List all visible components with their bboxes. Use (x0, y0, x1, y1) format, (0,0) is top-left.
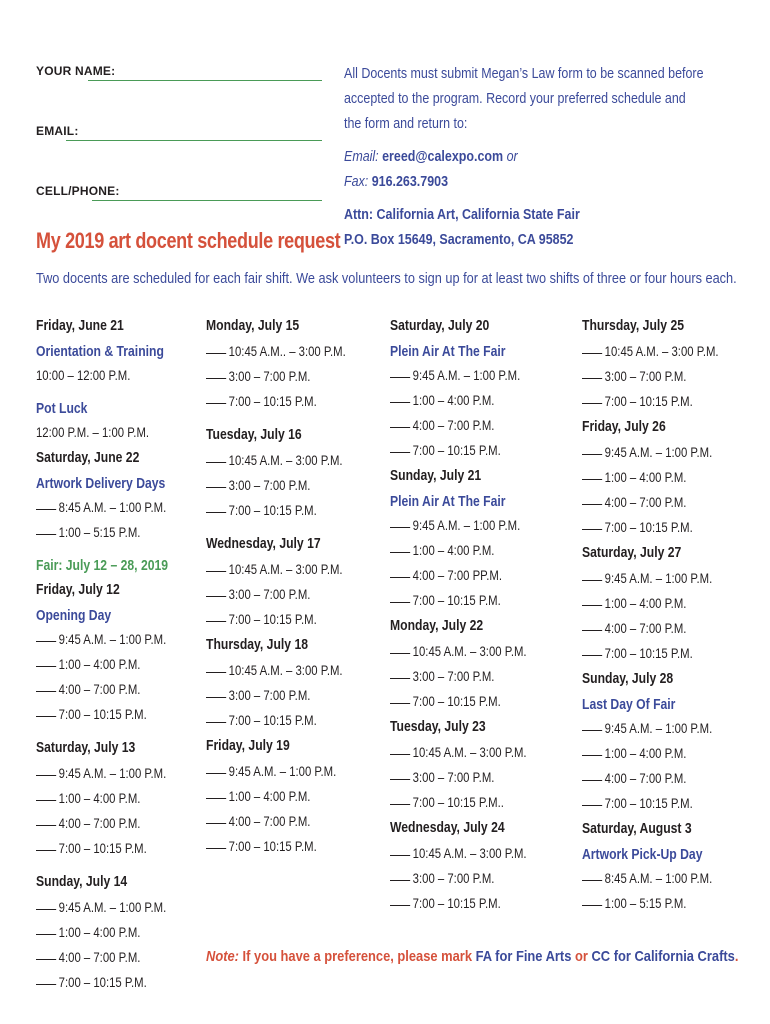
row-text: Saturday, July 20 (390, 318, 490, 334)
shift-checkbox-line[interactable] (36, 800, 56, 801)
note-text: If you have a preference, please mark (242, 948, 473, 965)
shift-slot[interactable] (390, 743, 527, 768)
shift-time: 10:45 A.M. – 3:00 P.M. (228, 562, 343, 577)
shift-checkbox-line[interactable] (206, 848, 226, 849)
shift-checkbox-line[interactable] (390, 452, 410, 453)
shift-checkbox-line[interactable] (36, 691, 56, 692)
shift-checkbox-line[interactable] (36, 959, 56, 960)
shift-time: 7:00 – 10:15 P.M. (228, 394, 317, 409)
shift-time: 3:00 – 7:00 P.M. (228, 587, 311, 602)
shift-slot[interactable] (36, 680, 168, 705)
row-text: Wednesday, July 17 (206, 536, 321, 552)
row-text: Friday, July 26 (582, 419, 666, 435)
day-heading (36, 448, 168, 474)
shift-slot[interactable] (206, 392, 346, 417)
shift-slot[interactable] (390, 768, 527, 793)
shift-time: 7:00 – 10:15 P.M. (412, 896, 501, 911)
row-text: Friday, July 19 (206, 738, 290, 754)
event-label (390, 492, 527, 516)
shift-time: 7:00 – 10:15 P.M. (604, 796, 693, 811)
shift-time: 10:45 A.M. – 3:00 P.M. (604, 344, 719, 359)
shift-time: 3:00 – 7:00 P.M. (412, 871, 495, 886)
shift-time: 7:00 – 10:15 P.M. (604, 646, 693, 661)
shift-checkbox-line[interactable] (390, 804, 410, 805)
day-heading (36, 872, 168, 898)
row-text: Wednesday, July 24 (390, 820, 505, 836)
shift-time: 4:00 – 7:00 P.M. (58, 950, 141, 965)
day-heading (206, 635, 346, 661)
shift-checkbox-line[interactable] (582, 580, 602, 581)
shift-slot[interactable] (390, 566, 527, 591)
shift-checkbox-line[interactable] (206, 487, 226, 488)
shift-time: 7:00 – 10:15 P.M. (604, 394, 693, 409)
day-heading (206, 425, 346, 451)
shift-slot[interactable] (390, 869, 527, 894)
shift-time: 9:45 A.M. – 1:00 P.M. (604, 571, 713, 586)
shift-slot[interactable] (582, 619, 719, 644)
shift-checkbox-line[interactable] (206, 571, 226, 572)
event-label (36, 399, 168, 423)
shift-checkbox-line[interactable] (582, 529, 602, 530)
shift-time: 4:00 – 7:00 P.M. (228, 814, 311, 829)
shift-checkbox-line[interactable] (390, 880, 410, 881)
shift-checkbox-line[interactable] (582, 353, 602, 354)
shift-time: 9:45 A.M. – 1:00 P.M. (604, 721, 713, 736)
shift-slot[interactable] (390, 667, 527, 692)
shift-time: 7:00 – 10:15 P.M.. (412, 795, 504, 810)
shift-time: 7:00 – 10:15 P.M. (58, 841, 147, 856)
shift-time: 10:45 A.M. – 3:00 P.M. (228, 663, 343, 678)
day-heading (582, 669, 719, 695)
shift-checkbox-line[interactable] (206, 798, 226, 799)
shift-checkbox-line[interactable] (390, 377, 410, 378)
row-text: Thursday, July 18 (206, 637, 308, 653)
shift-time: 4:00 – 7:00 P.M. (604, 621, 687, 636)
shift-slot[interactable] (206, 686, 346, 711)
row-text: Monday, July 15 (206, 318, 300, 334)
row-text: Last Day Of Fair (582, 697, 676, 713)
event-label (582, 845, 719, 869)
shift-time: 1:00 – 5:15 P.M. (58, 525, 141, 540)
email-contact (344, 145, 679, 170)
day-heading (36, 316, 168, 342)
shift-slot[interactable] (206, 342, 346, 367)
day-heading (206, 316, 346, 342)
spacer (36, 391, 193, 399)
shift-checkbox-line[interactable] (582, 378, 602, 379)
shift-checkbox-line[interactable] (206, 722, 226, 723)
shift-slot[interactable] (582, 493, 719, 518)
spacer (36, 548, 193, 556)
shift-slot[interactable] (582, 644, 719, 669)
shift-checkbox-line[interactable] (582, 805, 602, 806)
shift-time: 10:45 A.M. – 3:00 P.M. (412, 846, 527, 861)
time-text (36, 366, 168, 391)
shift-slot[interactable] (36, 498, 168, 523)
shift-time: 3:00 – 7:00 P.M. (604, 369, 687, 384)
shift-checkbox-line[interactable] (390, 678, 410, 679)
address-line: P.O. Box 15649, Sacramento, CA 95852 (344, 232, 574, 248)
schedule-column-2 (206, 316, 372, 862)
page-title: My 2019 art docent schedule request (36, 228, 341, 253)
day-heading (206, 736, 346, 762)
shift-checkbox-line[interactable] (582, 905, 602, 906)
phone-input-line[interactable] (92, 200, 322, 201)
shift-slot[interactable] (390, 692, 527, 717)
row-text: Artwork Pick-Up Day (582, 847, 703, 863)
shift-checkbox-line[interactable] (582, 630, 602, 631)
schedule-column-4 (582, 316, 745, 919)
fax-contact (344, 170, 679, 195)
shift-checkbox-line[interactable] (582, 479, 602, 480)
shift-checkbox-line[interactable] (36, 825, 56, 826)
shift-checkbox-line[interactable] (390, 402, 410, 403)
shift-slot[interactable] (582, 794, 719, 819)
shift-slot[interactable] (582, 719, 719, 744)
shift-slot[interactable] (390, 366, 527, 391)
spacer (206, 526, 372, 534)
shift-time: 10:45 A.M. – 3:00 P.M. (412, 745, 527, 760)
shift-slot[interactable] (36, 789, 168, 814)
row-text: Saturday, August 3 (582, 821, 692, 837)
shift-slot[interactable] (36, 523, 168, 548)
shift-slot[interactable] (206, 711, 346, 736)
shift-slot[interactable] (582, 468, 719, 493)
shift-slot[interactable] (390, 793, 527, 818)
shift-slot[interactable] (206, 560, 346, 585)
shift-time: 1:00 – 4:00 P.M. (58, 925, 141, 940)
row-text: Orientation & Training (36, 344, 164, 360)
instructions-block (344, 62, 734, 253)
shift-slot[interactable] (582, 769, 719, 794)
event-label (36, 474, 168, 498)
shift-checkbox-line[interactable] (582, 403, 602, 404)
email-link[interactable]: ereed@calexpo.com (382, 149, 504, 165)
shift-checkbox-line[interactable] (36, 775, 56, 776)
shift-slot[interactable] (36, 923, 168, 948)
note-or: or (574, 948, 588, 965)
shift-time: 3:00 – 7:00 P.M. (412, 770, 495, 785)
shift-checkbox-line[interactable] (582, 454, 602, 455)
shift-slot[interactable] (36, 655, 168, 680)
shift-checkbox-line[interactable] (582, 655, 602, 656)
shift-slot[interactable] (582, 518, 719, 543)
shift-time: 7:00 – 10:15 P.M. (412, 443, 501, 458)
shift-checkbox-line[interactable] (36, 984, 56, 985)
shift-time: 4:00 – 7:00 P.M. (58, 816, 141, 831)
shift-checkbox-line[interactable] (390, 779, 410, 780)
name-field[interactable] (36, 64, 322, 78)
row-text: Saturday, July 27 (582, 545, 682, 561)
row-text: Sunday, July 21 (390, 468, 482, 484)
shift-slot[interactable] (206, 610, 346, 635)
email-prefix: Email: (344, 149, 379, 165)
shift-time: 4:00 – 7:00 P.M. (412, 418, 495, 433)
shift-checkbox-line[interactable] (390, 905, 410, 906)
shift-slot[interactable] (206, 837, 346, 862)
shift-time: 3:00 – 7:00 P.M. (228, 478, 311, 493)
shift-checkbox-line[interactable] (36, 909, 56, 910)
instructions-line-3: the form and return to: (344, 116, 468, 132)
shift-checkbox-line[interactable] (206, 773, 226, 774)
shift-slot[interactable] (582, 392, 719, 417)
shift-time: 1:00 – 5:15 P.M. (604, 896, 687, 911)
shift-slot[interactable] (582, 744, 719, 769)
shift-time: 8:45 A.M. – 1:00 P.M. (58, 500, 167, 515)
day-heading (390, 616, 527, 642)
row-text: Tuesday, July 16 (206, 427, 302, 443)
email-label: EMAIL: (36, 124, 79, 138)
shift-slot[interactable] (206, 367, 346, 392)
shift-checkbox-line[interactable] (206, 697, 226, 698)
schedule-column-1 (36, 316, 193, 998)
footer-note (206, 948, 738, 965)
row-text: Plein Air At The Fair (390, 344, 506, 360)
shift-time: 7:00 – 10:15 P.M. (228, 713, 317, 728)
row-text: 10:00 – 12:00 P.M. (36, 368, 131, 383)
row-text: Sunday, July 28 (582, 671, 674, 687)
shift-checkbox-line[interactable] (36, 641, 56, 642)
day-heading (582, 417, 719, 443)
note-fa: FA for Fine Arts (475, 948, 572, 965)
shift-time: 9:45 A.M. – 1:00 P.M. (58, 766, 167, 781)
shift-time: 7:00 – 10:15 P.M. (228, 503, 317, 518)
shift-time: 7:00 – 10:15 P.M. (604, 520, 693, 535)
shift-slot[interactable] (582, 869, 719, 894)
shift-time: 1:00 – 4:00 P.M. (412, 543, 495, 558)
day-heading (390, 466, 527, 492)
shift-slot[interactable] (206, 812, 346, 837)
shift-time: 8:45 A.M. – 1:00 P.M. (604, 871, 713, 886)
shift-slot[interactable] (36, 898, 168, 923)
shift-checkbox-line[interactable] (36, 666, 56, 667)
note-end: . (734, 948, 739, 965)
shift-time: 9:45 A.M. – 1:00 P.M. (58, 900, 167, 915)
shift-checkbox-line[interactable] (582, 504, 602, 505)
shift-checkbox-line[interactable] (582, 755, 602, 756)
shift-slot[interactable] (36, 973, 168, 998)
shift-slot[interactable] (390, 591, 527, 616)
shift-checkbox-line[interactable] (206, 462, 226, 463)
shift-time: 3:00 – 7:00 P.M. (228, 369, 311, 384)
event-label (36, 342, 168, 366)
phone-field[interactable] (36, 184, 322, 198)
shift-slot[interactable] (206, 661, 346, 686)
day-heading (36, 580, 168, 606)
shift-time: 1:00 – 4:00 P.M. (58, 657, 141, 672)
spacer (206, 417, 372, 425)
shift-time: 7:00 – 10:15 P.M. (228, 839, 317, 854)
shift-time: 7:00 – 10:15 P.M. (58, 975, 147, 990)
shift-slot[interactable] (36, 630, 168, 655)
shift-slot[interactable] (36, 814, 168, 839)
shift-time: 3:00 – 7:00 P.M. (412, 669, 495, 684)
email-field[interactable] (36, 124, 322, 138)
shift-slot[interactable] (390, 541, 527, 566)
shift-time: 1:00 – 4:00 P.M. (412, 393, 495, 408)
day-heading (390, 818, 527, 844)
shift-checkbox-line[interactable] (36, 716, 56, 717)
shift-slot[interactable] (582, 443, 719, 468)
shift-slot[interactable] (582, 367, 719, 392)
shift-time: 4:00 – 7:00 P.M. (604, 495, 687, 510)
shift-checkbox-line[interactable] (390, 754, 410, 755)
shift-slot[interactable] (582, 569, 719, 594)
instructions-line-1: All Docents must submit Megan’s Law form to be scanned before (344, 66, 704, 82)
event-label (36, 606, 168, 630)
fax-prefix: Fax: (344, 174, 369, 190)
shift-checkbox-line[interactable] (390, 427, 410, 428)
shift-time: 1:00 – 4:00 P.M. (228, 789, 311, 804)
day-heading (36, 738, 168, 764)
shift-time: 4:00 – 7:00 PP.M. (412, 568, 502, 583)
email-input-line[interactable] (66, 140, 322, 141)
shift-checkbox-line[interactable] (390, 653, 410, 654)
shift-checkbox-line[interactable] (390, 552, 410, 553)
shift-slot[interactable] (390, 441, 527, 466)
shift-checkbox-line[interactable] (206, 353, 226, 354)
shift-time: 1:00 – 4:00 P.M. (604, 470, 687, 485)
shift-slot[interactable] (36, 948, 168, 973)
shift-time: 3:00 – 7:00 P.M. (228, 688, 311, 703)
shift-time: 7:00 – 10:15 P.M. (412, 694, 501, 709)
shift-slot[interactable] (582, 342, 719, 367)
row-text: Tuesday, July 23 (390, 719, 486, 735)
shift-slot[interactable] (390, 642, 527, 667)
instructions-line-2: accepted to the program. Record your preferred schedule and (344, 91, 686, 107)
row-text: Pot Luck (36, 401, 88, 417)
shift-time: 9:45 A.M. – 1:00 P.M. (412, 368, 521, 383)
or-text: or (506, 149, 518, 165)
note-cc: CC for California Crafts (591, 948, 735, 965)
schedule-column-3 (390, 316, 553, 919)
shift-time: 1:00 – 4:00 P.M. (58, 791, 141, 806)
shift-time: 4:00 – 7:00 P.M. (58, 682, 141, 697)
row-text: Friday, July 12 (36, 582, 120, 598)
shift-checkbox-line[interactable] (206, 403, 226, 404)
shift-checkbox-line[interactable] (206, 512, 226, 513)
event-label (582, 695, 719, 719)
row-text: Thursday, July 25 (582, 318, 684, 334)
time-text (36, 423, 168, 448)
row-text: Saturday, July 13 (36, 740, 136, 756)
shift-time: 1:00 – 4:00 P.M. (604, 746, 687, 761)
shift-checkbox-line[interactable] (390, 602, 410, 603)
shift-time: 7:00 – 10:15 P.M. (228, 612, 317, 627)
shift-checkbox-line[interactable] (36, 509, 56, 510)
shift-time: 10:45 A.M. – 3:00 P.M. (412, 644, 527, 659)
shift-slot[interactable] (390, 844, 527, 869)
day-heading (582, 819, 719, 845)
attn-line: Attn: California Art, California State Fair (344, 207, 580, 223)
shift-checkbox-line[interactable] (390, 577, 410, 578)
note-label: Note: (206, 948, 239, 965)
shift-slot[interactable] (582, 894, 719, 919)
shift-slot[interactable] (206, 762, 346, 787)
day-heading (582, 543, 719, 569)
fax-number: 916.263.7903 (371, 174, 449, 190)
shift-slot[interactable] (206, 451, 346, 476)
name-input-line[interactable] (88, 80, 322, 81)
shift-slot[interactable] (36, 705, 168, 730)
shift-checkbox-line[interactable] (206, 596, 226, 597)
name-label: YOUR NAME: (36, 64, 116, 78)
shift-checkbox-line[interactable] (582, 730, 602, 731)
shift-slot[interactable] (390, 391, 527, 416)
day-heading (390, 316, 527, 342)
row-text: Fair: July 12 – 28, 2019 (36, 558, 169, 574)
shift-time: 9:45 A.M. – 1:00 P.M. (412, 518, 521, 533)
shift-slot[interactable] (582, 594, 719, 619)
shift-slot[interactable] (36, 764, 168, 789)
shift-time: 10:45 A.M.. – 3:00 P.M. (228, 344, 346, 359)
shift-checkbox-line[interactable] (36, 850, 56, 851)
shift-checkbox-line[interactable] (582, 880, 602, 881)
shift-checkbox-line[interactable] (206, 823, 226, 824)
shift-slot[interactable] (206, 787, 346, 812)
shift-checkbox-line[interactable] (582, 780, 602, 781)
shift-time: 1:00 – 4:00 P.M. (604, 596, 687, 611)
shift-checkbox-line[interactable] (206, 378, 226, 379)
spacer (36, 730, 193, 738)
shift-time: 7:00 – 10:15 P.M. (412, 593, 501, 608)
day-heading (390, 717, 527, 743)
shift-slot[interactable] (206, 476, 346, 501)
shift-slot[interactable] (390, 516, 527, 541)
shift-slot[interactable] (390, 894, 527, 919)
shift-checkbox-line[interactable] (390, 855, 410, 856)
day-heading (206, 534, 346, 560)
event-label (390, 342, 527, 366)
shift-time: 4:00 – 7:00 P.M. (604, 771, 687, 786)
event-label (36, 556, 168, 580)
shift-time: 9:45 A.M. – 1:00 P.M. (58, 632, 167, 647)
row-text: Plein Air At The Fair (390, 494, 506, 510)
shift-checkbox-line[interactable] (36, 934, 56, 935)
shift-slot[interactable] (36, 839, 168, 864)
row-text: Opening Day (36, 608, 112, 624)
shift-time: 9:45 A.M. – 1:00 P.M. (228, 764, 337, 779)
shift-checkbox-line[interactable] (36, 534, 56, 535)
row-text: Friday, June 21 (36, 318, 124, 334)
shift-time: 10:45 A.M. – 3:00 P.M. (228, 453, 343, 468)
shift-checkbox-line[interactable] (206, 672, 226, 673)
shift-slot[interactable] (206, 501, 346, 526)
shift-slot[interactable] (206, 585, 346, 610)
phone-label: CELL/PHONE: (36, 184, 120, 198)
day-heading (582, 316, 719, 342)
row-text: Monday, July 22 (390, 618, 484, 634)
shift-checkbox-line[interactable] (582, 605, 602, 606)
shift-slot[interactable] (390, 416, 527, 441)
shift-time: 7:00 – 10:15 P.M. (58, 707, 147, 722)
shift-checkbox-line[interactable] (206, 621, 226, 622)
shift-time: 9:45 A.M. – 1:00 P.M. (604, 445, 713, 460)
row-text: Artwork Delivery Days (36, 476, 166, 492)
intro-text: Two docents are scheduled for each fair shift. We ask volunteers to sign up for at least two shifts of three or four hours each. (36, 270, 737, 287)
row-text: Sunday, July 14 (36, 874, 128, 890)
row-text: Saturday, June 22 (36, 450, 140, 466)
spacer (36, 864, 193, 872)
shift-checkbox-line[interactable] (390, 703, 410, 704)
row-text: 12:00 P.M. – 1:00 P.M. (36, 425, 150, 440)
shift-checkbox-line[interactable] (390, 527, 410, 528)
